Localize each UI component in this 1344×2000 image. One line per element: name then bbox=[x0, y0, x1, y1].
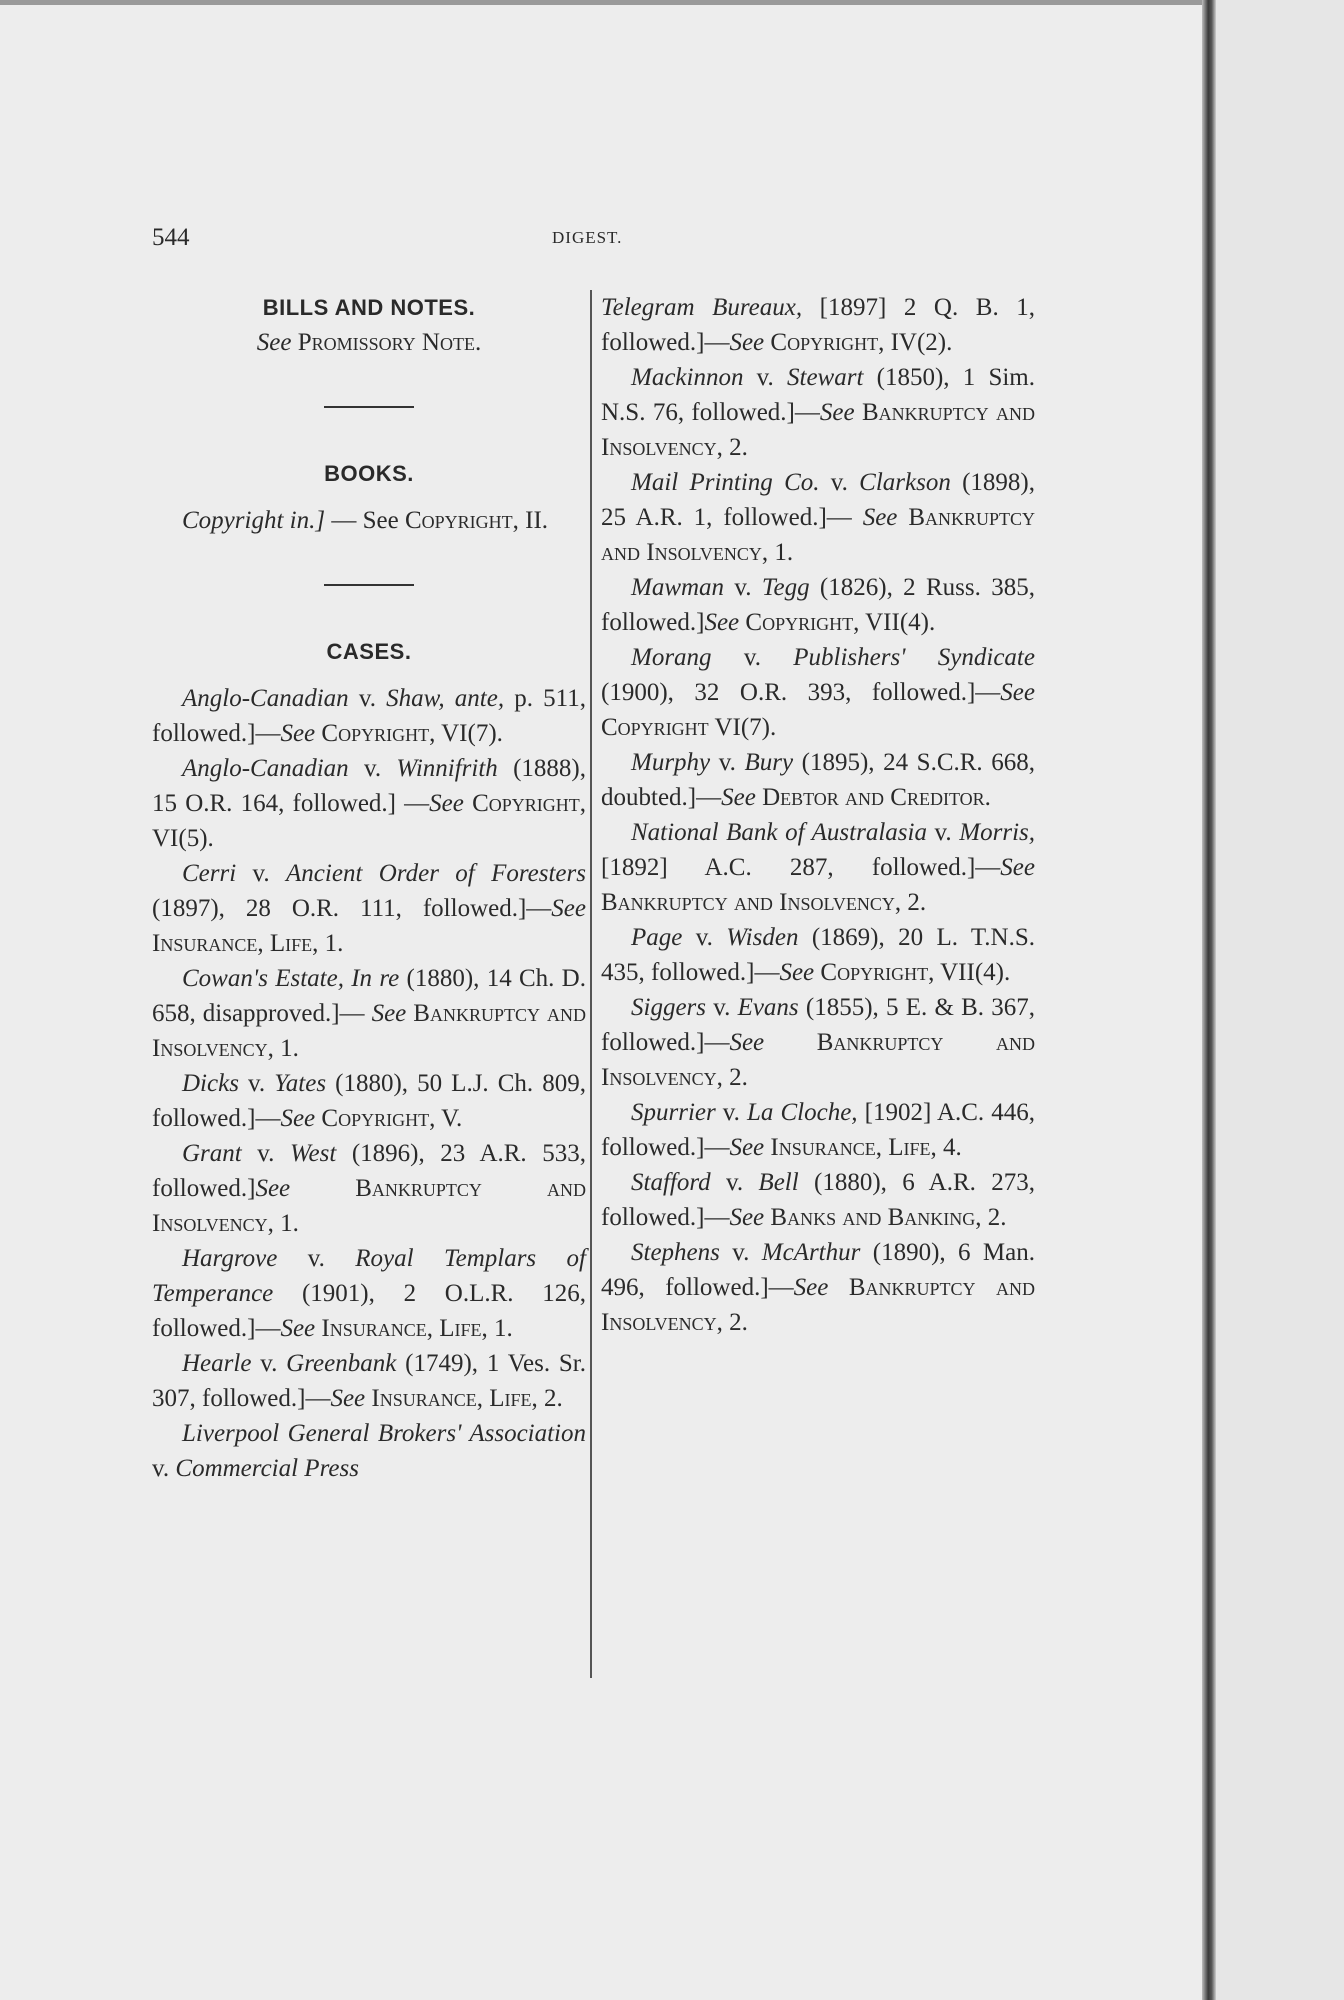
citation: (1880), 50 L.J. Ch. 809, followed.]— bbox=[152, 1070, 586, 1132]
citation: (1888), 15 O.R. 164, followed.] — bbox=[152, 755, 586, 817]
case-entry bbox=[601, 1235, 1035, 1340]
versus: v. bbox=[710, 1169, 759, 1196]
cross-ref-target: Insurance, Life, 4. bbox=[764, 1134, 962, 1161]
case-party-b: Bell bbox=[758, 1169, 799, 1196]
citation: (1898), 25 A.R. 1, followed.]— bbox=[601, 469, 1035, 531]
case-party-a: Morang bbox=[631, 644, 712, 671]
page-binding-shadow bbox=[1202, 0, 1216, 2000]
case-entry bbox=[152, 681, 586, 751]
case-party-b: Winnifrith bbox=[396, 755, 498, 782]
case-party-b: Stewart bbox=[787, 364, 864, 391]
versus: v. bbox=[819, 469, 860, 496]
case-party-b: Shaw, ante, bbox=[386, 685, 505, 712]
see-label: See bbox=[330, 1385, 366, 1412]
see-label: See bbox=[255, 1175, 291, 1202]
case-entry bbox=[601, 745, 1035, 815]
citation: p. 511, followed.]— bbox=[152, 685, 586, 747]
citation: (1880), 6 A.R. 273, followed.]— bbox=[601, 1169, 1035, 1231]
case-party-a: Cowan's Estate, In re bbox=[182, 965, 400, 992]
citation: (1897), 28 O.R. 111, followed.]— bbox=[152, 895, 552, 922]
case-entry bbox=[601, 360, 1035, 465]
page-edge-top bbox=[0, 0, 1215, 5]
cross-ref-target: Bankruptcy and Insolvency, 1. bbox=[601, 504, 1036, 566]
case-party-b: Ancient Order of Foresters bbox=[286, 860, 586, 887]
versus: v. bbox=[277, 1245, 356, 1272]
versus: v. bbox=[711, 644, 794, 671]
citation: (1869), 20 L. T.N.S. 435, followed.]— bbox=[601, 924, 1035, 986]
heading-books: BOOKS. bbox=[324, 461, 414, 486]
case-party-b: Yates bbox=[274, 1070, 327, 1097]
heading-cases: CASES. bbox=[326, 639, 412, 664]
cross-ref-target: Copyright, VI(7). bbox=[315, 720, 503, 747]
left-entries bbox=[152, 681, 586, 1416]
citation: (1900), 32 O.R. 393, followed.]— bbox=[601, 679, 1001, 706]
cross-ref-target: Copyright VI(7). bbox=[601, 714, 777, 741]
citation: (1901), 2 O.L.R. 126, followed.]— bbox=[152, 1280, 586, 1342]
case-party-a: Stafford bbox=[631, 1169, 711, 1196]
section-divider bbox=[324, 584, 414, 586]
case-entry-continued: Telegram Bureaux, [1897] 2 Q. B. 1, followed.]—See Copyright, IV(2). bbox=[601, 294, 1035, 356]
cross-ref-target: Insurance, Life, 1. bbox=[152, 930, 344, 957]
see-label: See bbox=[280, 1315, 316, 1342]
cross-ref-target: Bankruptcy and Insolvency, 1. bbox=[152, 1175, 586, 1237]
see-label: See bbox=[819, 399, 855, 426]
versus: v. bbox=[715, 1099, 747, 1126]
citation: (1850), 1 Sim. N.S. 76, followed.]— bbox=[601, 364, 1035, 426]
cross-ref-target: Copyright, II. bbox=[404, 507, 549, 534]
case-entry: Liverpool General Brokers' Association v. Commercial Press bbox=[152, 1420, 586, 1482]
case-party-b: Morris, bbox=[959, 819, 1035, 846]
page-gutter bbox=[1216, 0, 1344, 2000]
versus: v. bbox=[706, 994, 738, 1021]
cross-ref-target: Copyright, VII(4). bbox=[814, 959, 1011, 986]
case-party-a: Murphy bbox=[631, 749, 711, 776]
see-label: See bbox=[729, 1134, 765, 1161]
column-rule bbox=[590, 290, 592, 1678]
citation: (1895), 24 S.C.R. 668, doubted.]— bbox=[601, 749, 1035, 811]
see-label: See bbox=[704, 609, 740, 636]
right-column bbox=[601, 290, 1035, 1340]
bills-cross-reference bbox=[152, 325, 586, 360]
running-title: DIGEST. bbox=[552, 228, 623, 247]
books-cross-reference bbox=[152, 503, 586, 538]
versus: v. bbox=[236, 860, 287, 887]
see-label: See bbox=[721, 784, 756, 811]
case-entry bbox=[601, 920, 1035, 990]
citation: [1892] A.C. 287, followed.]— bbox=[601, 854, 1001, 881]
cross-ref-target: Insurance, Life, 2. bbox=[365, 1385, 563, 1412]
case-party-a: Grant bbox=[182, 1140, 242, 1167]
case-entry bbox=[152, 1136, 586, 1241]
case-entry bbox=[152, 1346, 586, 1416]
case-party-a: Spurrier bbox=[631, 1099, 716, 1126]
cross-ref-target: Bankruptcy and Insolvency, 2. bbox=[601, 1274, 1035, 1336]
case-party-a: Cerri bbox=[182, 860, 237, 887]
case-entry bbox=[601, 570, 1035, 640]
versus: v. bbox=[710, 749, 745, 776]
case-party-b: Publishers' Syndicate bbox=[793, 644, 1035, 671]
citation: [1902] A.C. 446, followed.]— bbox=[601, 1099, 1036, 1161]
see-label: See bbox=[779, 959, 815, 986]
cross-ref-target: Bankruptcy and Insolvency, 2. bbox=[601, 399, 1036, 461]
versus: v. bbox=[719, 1239, 762, 1266]
see-label: See bbox=[280, 1105, 316, 1132]
case-party-a: Mackinnon bbox=[631, 364, 744, 391]
see-label: See bbox=[729, 1204, 765, 1231]
case-party-b: Bury bbox=[744, 749, 794, 776]
section-divider bbox=[324, 406, 414, 408]
see-label: See bbox=[256, 329, 292, 356]
versus: v. bbox=[348, 755, 397, 782]
page-number: 544 bbox=[152, 224, 190, 251]
left-column bbox=[152, 290, 586, 1486]
case-entry bbox=[152, 751, 586, 856]
see-label: See bbox=[1000, 854, 1035, 881]
cross-ref-target: Bankruptcy and Insolvency, 1. bbox=[152, 1000, 586, 1062]
running-head bbox=[152, 224, 1042, 254]
versus: v. bbox=[251, 1350, 287, 1377]
versus: v. bbox=[743, 364, 788, 391]
see-label: See bbox=[862, 504, 898, 531]
versus: v. bbox=[724, 574, 762, 601]
cross-ref-target: Bankruptcy and Insolvency, 2. bbox=[601, 1029, 1035, 1091]
case-party-a: Dicks bbox=[182, 1070, 239, 1097]
case-party-a: Mawman bbox=[631, 574, 725, 601]
cross-ref-target: Insurance, Life, 1. bbox=[315, 1315, 513, 1342]
case-entry bbox=[601, 1095, 1035, 1165]
citation: (1896), 23 A.R. 533, followed.] bbox=[152, 1140, 586, 1202]
case-entry bbox=[152, 1066, 586, 1136]
case-party-b: Clarkson bbox=[859, 469, 951, 496]
heading-bills-and-notes: BILLS AND NOTES. bbox=[262, 295, 476, 320]
see-label: See bbox=[551, 895, 586, 922]
versus: v. bbox=[926, 819, 960, 846]
case-party-a: Anglo-Canadian bbox=[182, 685, 349, 712]
see-label: See bbox=[280, 720, 316, 747]
cross-ref-target: Banks and Banking, 2. bbox=[764, 1204, 1007, 1231]
case-entry bbox=[152, 856, 586, 961]
see-label: See bbox=[429, 790, 464, 817]
cross-ref-target: Copyright, VII(4). bbox=[739, 609, 936, 636]
case-party-a: Hargrove bbox=[182, 1245, 278, 1272]
case-party-b: Greenbank bbox=[286, 1350, 397, 1377]
versus: v. bbox=[241, 1140, 290, 1167]
case-party-b: Royal Templars of Temperance bbox=[152, 1245, 586, 1307]
see-dash: — See bbox=[325, 507, 405, 534]
citation: (1826), 2 Russ. 385, followed.] bbox=[601, 574, 1035, 636]
case-party-a: Siggers bbox=[631, 994, 706, 1021]
case-party-b: West bbox=[289, 1140, 337, 1167]
cross-ref-target: Copyright, VI(5). bbox=[152, 790, 586, 852]
case-party-b: Evans bbox=[737, 994, 799, 1021]
case-party-a: Hearle bbox=[182, 1350, 252, 1377]
case-party-b: La Cloche, bbox=[747, 1099, 858, 1126]
case-entry bbox=[601, 990, 1035, 1095]
case-entry bbox=[152, 961, 586, 1066]
see-label: See bbox=[371, 1000, 407, 1027]
case-party-a: National Bank of Australasia bbox=[631, 819, 927, 846]
case-party-b: Tegg bbox=[761, 574, 810, 601]
versus: v. bbox=[348, 685, 387, 712]
cross-ref-target: Copyright, V. bbox=[315, 1105, 463, 1132]
citation: (1890), 6 Man. 496, followed.]— bbox=[601, 1239, 1035, 1301]
case-entry bbox=[152, 1241, 586, 1346]
case-party-b: McArthur bbox=[761, 1239, 861, 1266]
see-label: See bbox=[1000, 679, 1035, 706]
cross-ref-target: Bankruptcy and Insolvency, 2. bbox=[601, 889, 927, 916]
case-party-b: Wisden bbox=[726, 924, 799, 951]
case-party-a: Mail Printing Co. bbox=[631, 469, 820, 496]
right-entries bbox=[601, 360, 1035, 1340]
case-entry bbox=[601, 465, 1035, 570]
case-party-a: Page bbox=[631, 924, 683, 951]
see-label: See bbox=[793, 1274, 829, 1301]
topic-label: Copyright in.] bbox=[182, 507, 326, 534]
cross-ref-target: Promissory Note. bbox=[297, 329, 482, 356]
cross-ref-target: Debtor and Creditor. bbox=[755, 784, 991, 811]
case-entry bbox=[601, 815, 1035, 920]
versus: v. bbox=[238, 1070, 275, 1097]
case-party-a: Anglo-Canadian bbox=[182, 755, 349, 782]
versus: v. bbox=[682, 924, 727, 951]
case-entry bbox=[601, 640, 1035, 745]
case-entry bbox=[601, 1165, 1035, 1235]
citation: (1855), 5 E. & B. 367, followed.]— bbox=[601, 994, 1035, 1056]
case-party-a: Stephens bbox=[631, 1239, 720, 1266]
see-label: See bbox=[729, 1029, 765, 1056]
citation: (1880), 14 Ch. D. 658, disapproved.]— bbox=[152, 965, 586, 1027]
citation: (1749), 1 Ves. Sr. 307, followed.]— bbox=[152, 1350, 586, 1412]
